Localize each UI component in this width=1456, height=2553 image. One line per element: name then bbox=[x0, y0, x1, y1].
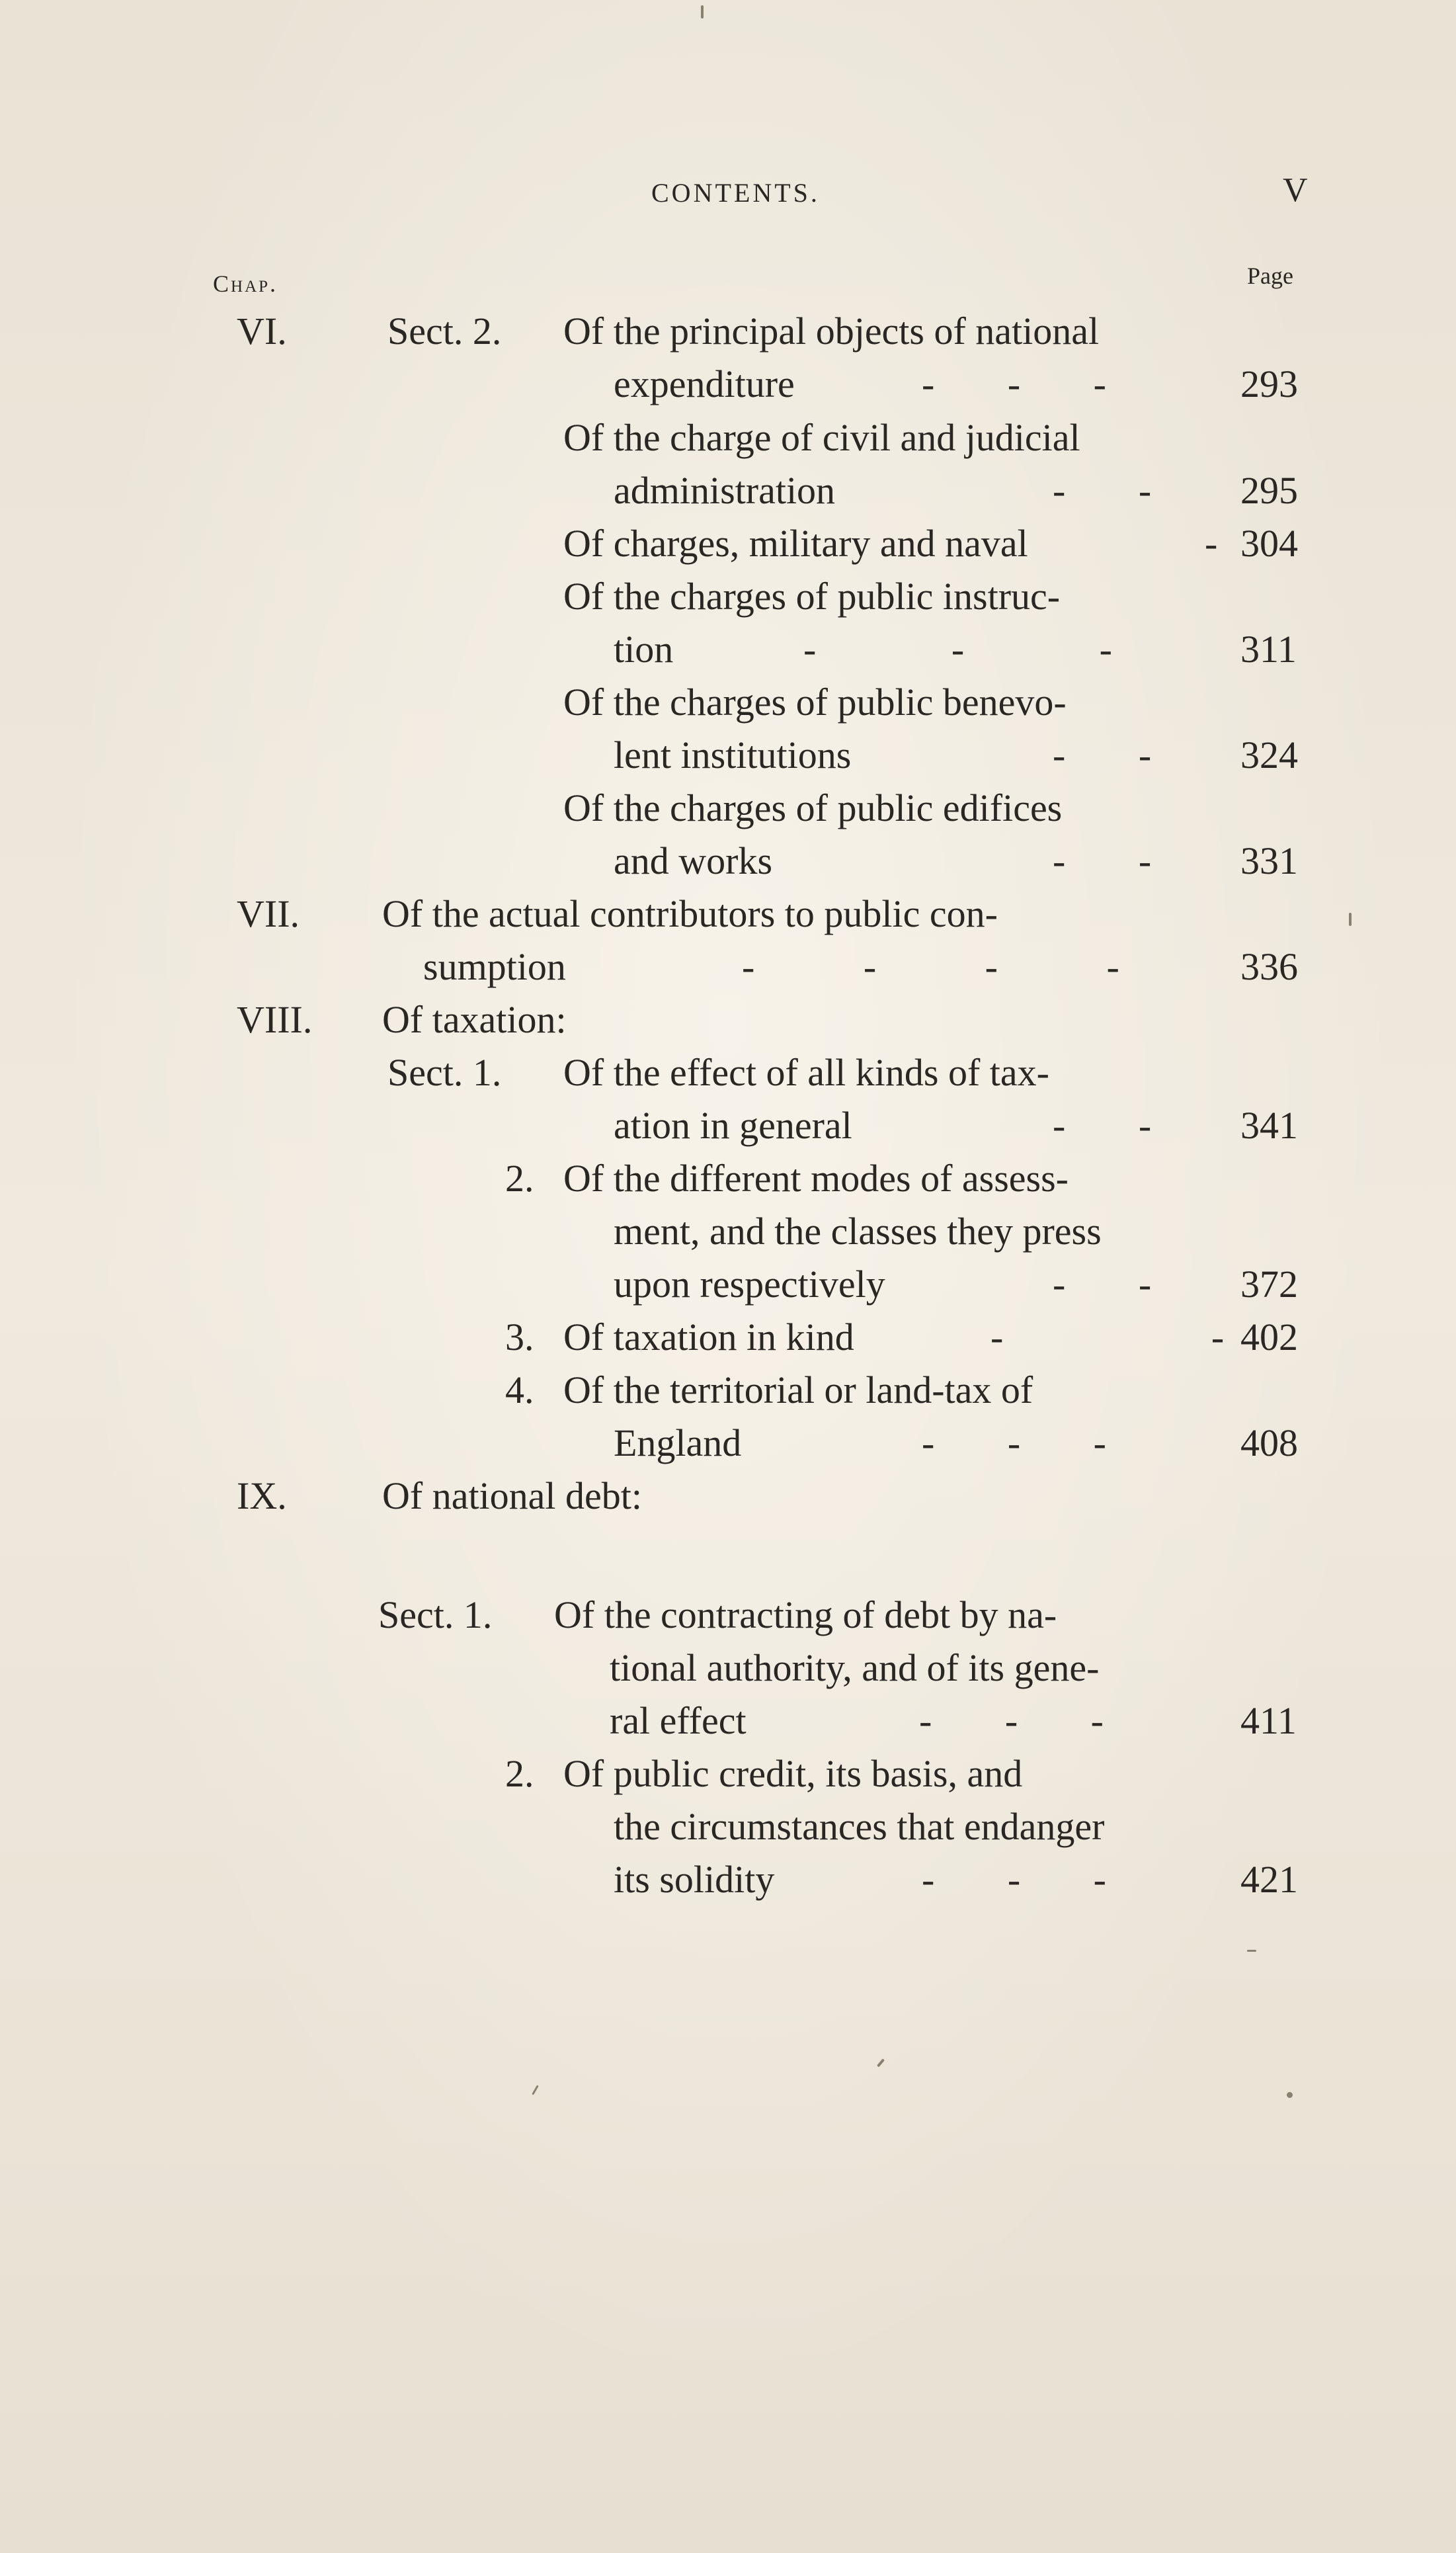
leader-dashes: - - - bbox=[922, 1858, 1106, 1901]
entry-title: Of the different modes of assess- bbox=[563, 1157, 1069, 1200]
entry-title: ation in general bbox=[614, 1104, 852, 1147]
entry-title: Of taxation: bbox=[382, 998, 567, 1041]
entry-title: and works bbox=[614, 839, 773, 882]
entry-title: tional authority, and of its gene- bbox=[610, 1646, 1100, 1689]
entry-title: Of public credit, its basis, and bbox=[563, 1752, 1023, 1795]
entry-title: Of charges, military and naval bbox=[563, 522, 1028, 565]
entry-title: ment, and the classes they press bbox=[614, 1210, 1102, 1253]
paper-speck bbox=[532, 2085, 539, 2095]
entry-title: Of the charges of public instruc- bbox=[563, 575, 1061, 618]
page-number: 336 bbox=[1240, 945, 1298, 988]
entry-title: Of the charges of public benevo- bbox=[563, 681, 1067, 724]
chapter-number: VI. bbox=[237, 310, 287, 353]
entry-title: Of national debt: bbox=[382, 1474, 643, 1517]
leader-dashes: - bbox=[1205, 522, 1218, 565]
page-number: 304 bbox=[1240, 522, 1298, 565]
chapter-number: IX. bbox=[237, 1474, 287, 1517]
running-head: CONTENTS. bbox=[651, 178, 820, 208]
entry-title: lent institutions bbox=[614, 733, 852, 776]
paper-speck bbox=[877, 2058, 885, 2067]
entry-title: Of the effect of all kinds of tax- bbox=[563, 1051, 1049, 1094]
leader-dashes: - - bbox=[991, 1316, 1225, 1359]
section-number: 2. bbox=[505, 1752, 534, 1795]
section-number: Sect. 1. bbox=[378, 1593, 493, 1636]
entry-title: ral effect bbox=[610, 1699, 747, 1742]
entry-title: Of the principal objects of national bbox=[563, 310, 1100, 353]
leader-dashes: - - bbox=[1053, 839, 1152, 882]
entry-title: Of taxation in kind bbox=[563, 1316, 854, 1359]
page-column-label: Page bbox=[1247, 263, 1293, 289]
leader-dashes: - - - - bbox=[742, 945, 1119, 988]
entry-title: expenditure bbox=[614, 362, 795, 405]
paper-speck bbox=[1287, 2092, 1293, 2098]
leader-dashes: - - bbox=[1053, 469, 1152, 512]
leader-dashes: - - - bbox=[919, 1699, 1104, 1742]
entry-title: upon respectively bbox=[614, 1263, 885, 1306]
section-number: 3. bbox=[505, 1316, 534, 1359]
leader-dashes: - - - bbox=[922, 1421, 1106, 1464]
entry-title: tion bbox=[614, 628, 674, 671]
page-number: 324 bbox=[1240, 733, 1298, 776]
entry-title: England bbox=[614, 1421, 742, 1464]
paper-speck bbox=[701, 5, 704, 19]
leader-dashes: - - bbox=[1053, 733, 1152, 776]
leader-dashes: - - - bbox=[922, 362, 1106, 405]
leader-dashes: - - bbox=[1053, 1263, 1152, 1306]
paper-speck bbox=[1247, 1950, 1256, 1952]
entry-title: Of the charges of public edifices bbox=[563, 786, 1063, 829]
page-number: 408 bbox=[1240, 1421, 1298, 1464]
chapter-number: VIII. bbox=[237, 998, 313, 1041]
entry-title: Of the contracting of debt by na- bbox=[554, 1593, 1057, 1636]
page-folio: V bbox=[1283, 171, 1308, 209]
leader-dashes: - - bbox=[1053, 1104, 1152, 1147]
page-number: 402 bbox=[1240, 1316, 1298, 1359]
entry-title: Of the charge of civil and judicial bbox=[563, 416, 1080, 459]
entry-title: administration bbox=[614, 469, 836, 512]
page-number: 411 bbox=[1240, 1699, 1297, 1742]
page-number: 331 bbox=[1240, 839, 1298, 882]
section-number: Sect. 2. bbox=[387, 310, 502, 353]
section-number: 2. bbox=[505, 1157, 534, 1200]
entry-title: Of the actual contributors to public con- bbox=[382, 892, 998, 935]
page-number: 311 bbox=[1240, 628, 1297, 671]
page-number: 295 bbox=[1240, 469, 1298, 512]
section-number: 4. bbox=[505, 1368, 534, 1411]
entry-title: its solidity bbox=[614, 1858, 775, 1901]
section-number: Sect. 1. bbox=[387, 1051, 502, 1094]
page-number: 421 bbox=[1240, 1858, 1298, 1901]
paper-speck bbox=[1349, 913, 1352, 926]
chapter-number: VII. bbox=[237, 892, 300, 935]
entry-title: sumption bbox=[423, 945, 566, 988]
chap-column-label: Chap. bbox=[213, 271, 278, 297]
leader-dashes: - - - bbox=[803, 628, 1112, 671]
page-number: 341 bbox=[1240, 1104, 1298, 1147]
entry-title: the circumstances that endanger bbox=[614, 1805, 1105, 1848]
entry-title: Of the territorial or land-tax of bbox=[563, 1368, 1033, 1411]
page-number: 293 bbox=[1240, 362, 1298, 405]
page-number: 372 bbox=[1240, 1263, 1298, 1306]
